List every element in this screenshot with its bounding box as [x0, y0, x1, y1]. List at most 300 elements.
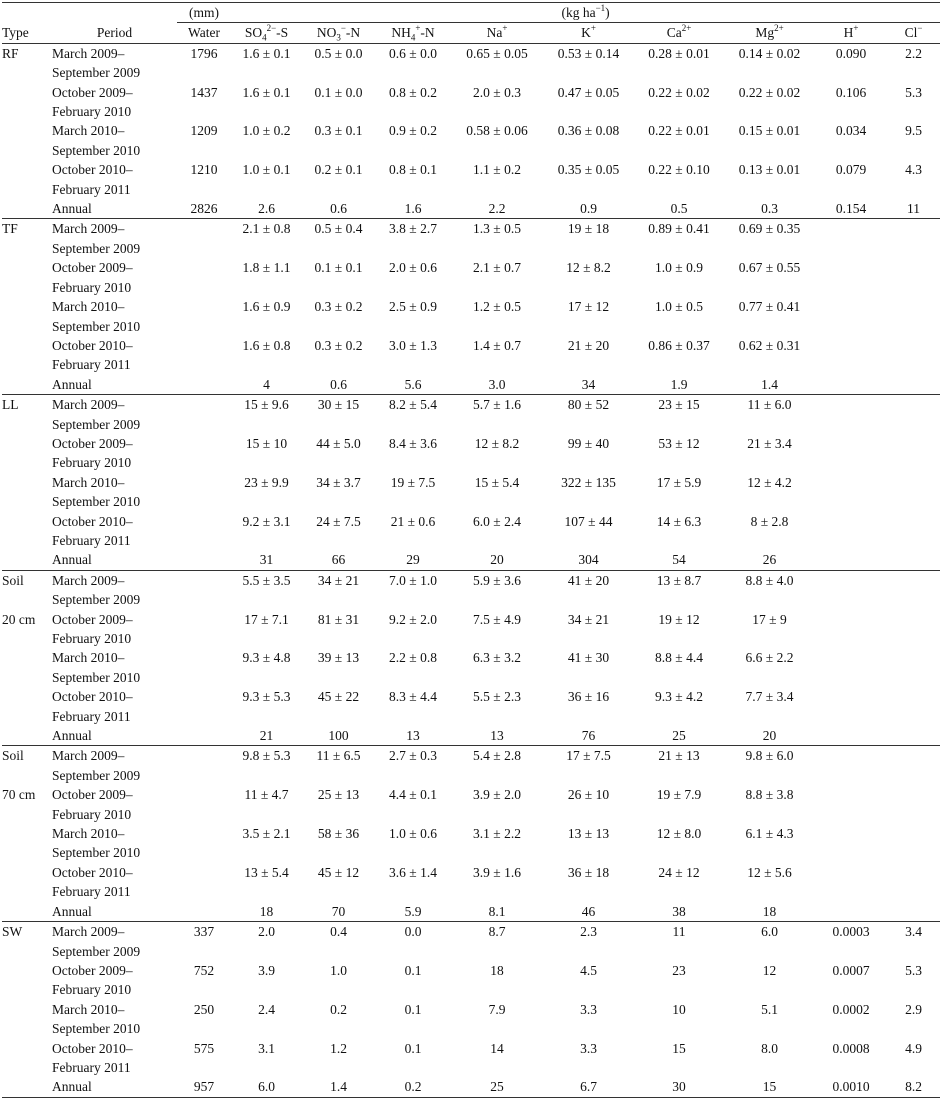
cell-h: [815, 395, 887, 434]
cell-mg: 8.8 ± 3.8: [745, 787, 794, 803]
cell-mg: 7.7 ± 3.4: [745, 689, 794, 705]
cell-k: 12 ± 8.2: [566, 260, 611, 276]
cell-ca: 0.28 ± 0.01: [634, 43, 724, 82]
cell-nh4: 2.0 ± 0.6: [389, 260, 437, 276]
cell-no3: 39 ± 13: [317, 650, 360, 666]
period-cell: [52, 43, 177, 82]
column-header-no3: $NO_3^--N$: [302, 23, 375, 43]
period-cell: [52, 610, 177, 649]
cell-na: 1.4 ± 0.7: [473, 337, 521, 353]
period-line: February 2010: [52, 279, 132, 295]
table-row: [2, 199, 940, 219]
cell-no3: 58 ± 36: [317, 826, 360, 842]
cell-ca: 8.8 ± 4.4: [655, 650, 703, 666]
cell-no3: 100: [328, 728, 349, 744]
cell-nh4: 29: [406, 552, 420, 568]
table-row: [2, 1000, 940, 1039]
cell-h: 0.0010: [832, 1079, 870, 1095]
cell-cl: [887, 550, 940, 570]
period-line: February 2011: [52, 1059, 131, 1075]
type-cell: [2, 512, 52, 551]
cell-water: 337: [177, 922, 231, 961]
period-line: February 2010: [52, 104, 132, 120]
cell-cl: [887, 395, 940, 434]
cell-no3: 34 ± 21: [302, 570, 375, 609]
period-cell: [52, 258, 177, 297]
cell-no3: 0.2 ± 0.1: [314, 162, 363, 178]
cell-mg: 0.14 ± 0.02: [724, 43, 815, 82]
cell-na: 7.9: [488, 1001, 506, 1017]
column-header-h: H+: [815, 23, 887, 43]
cell-cl: 8.2: [905, 1079, 922, 1095]
cell-so4: 2.1 ± 0.8: [231, 219, 302, 258]
cell-h: [815, 746, 887, 785]
cell-cl: 5.3: [905, 84, 922, 100]
units-row: [2, 3, 940, 23]
cell-cl: [887, 512, 940, 551]
cell-k: 2.3: [543, 922, 634, 961]
table-row: [2, 687, 940, 726]
period-cell: [52, 473, 177, 512]
period-line: October 2010–: [52, 162, 133, 178]
cell-h: [815, 785, 887, 824]
cell-so4: 1.8 ± 1.1: [242, 260, 291, 276]
cell-na: 14: [490, 1040, 504, 1056]
cell-no3: 0.4: [302, 922, 375, 961]
period-cell: [52, 219, 177, 258]
cell-nh4: 0.2: [404, 1079, 422, 1095]
cell-k: 0.53 ± 0.14: [543, 43, 634, 82]
period-cell: [52, 824, 177, 863]
cell-nh4: 2.2 ± 0.8: [389, 650, 437, 666]
type-cell: [2, 1077, 52, 1097]
cell-na: 3.0: [488, 376, 506, 392]
period-line: February 2010: [52, 631, 132, 646]
cell-no3: 0.6: [330, 376, 347, 392]
cell-ca: 1.0 ± 0.5: [655, 299, 703, 315]
cell-h: [815, 610, 887, 649]
cell-no3: 24 ± 7.5: [316, 513, 361, 529]
type-cell: [2, 961, 52, 1000]
cell-mg: 11 ± 6.0: [724, 395, 815, 434]
cell-ca: 19 ± 7.9: [656, 787, 702, 803]
type-cell: [2, 199, 52, 219]
type-cell: 70 cm: [2, 787, 36, 803]
period-line: October 2010–: [52, 1040, 133, 1056]
cell-water: [177, 473, 231, 512]
cell-water: 250: [193, 1001, 215, 1017]
type-cell: [2, 336, 52, 375]
cell-na: 3.9 ± 2.0: [473, 787, 521, 803]
cell-so4: 1.6 ± 0.1: [231, 43, 302, 82]
cell-nh4: 3.8 ± 2.7: [375, 219, 451, 258]
cell-k: 26 ± 10: [567, 787, 610, 803]
cell-nh4: 0.9 ± 0.2: [389, 123, 437, 139]
cell-water: [177, 219, 231, 258]
cell-k: 17 ± 7.5: [543, 746, 634, 785]
cell-mg: 1.4: [761, 376, 778, 392]
cell-water: 1210: [190, 162, 218, 178]
cell-nh4: 0.0: [375, 922, 451, 961]
cell-cl: [887, 746, 940, 785]
cell-water: 1437: [190, 84, 218, 100]
table-row: [2, 961, 940, 1000]
cell-na: 5.9 ± 3.6: [451, 570, 543, 609]
type-cell: [2, 902, 52, 922]
cell-water: 575: [193, 1040, 215, 1056]
table-row: [2, 824, 940, 863]
cell-na: 1.1 ± 0.2: [473, 162, 521, 178]
cell-mg: 12 ± 4.2: [747, 474, 792, 490]
cell-nh4: 1.0 ± 0.6: [389, 826, 437, 842]
period-line: September 2010: [52, 318, 141, 334]
cell-mg: 18: [762, 903, 777, 919]
cell-k: 0.47 ± 0.05: [557, 84, 620, 100]
cell-so4: 3.9: [258, 962, 275, 978]
cell-na: 25: [490, 1079, 504, 1095]
column-header-so4: $SO_4^{2-}-S$: [231, 23, 302, 43]
period-line: March 2010–: [52, 474, 125, 490]
cell-nh4: 2.7 ± 0.3: [375, 746, 451, 785]
cell-water: [177, 258, 231, 297]
cell-nh4: 9.2 ± 2.0: [389, 611, 437, 627]
cell-water: [177, 512, 231, 551]
cell-h: [815, 648, 887, 687]
cell-na: 5.7 ± 1.6: [451, 395, 543, 434]
table-body: [2, 43, 940, 1097]
cell-cl: [887, 375, 940, 395]
cell-h: 0.090: [815, 43, 887, 82]
cell-na: 2.1 ± 0.7: [473, 260, 521, 276]
cell-ca: 10: [672, 1001, 686, 1017]
period-line: February 2011: [52, 884, 131, 900]
cell-so4: 13 ± 5.4: [244, 864, 289, 880]
cell-so4: 31: [259, 552, 274, 568]
period-line: February 2011: [52, 708, 131, 724]
table-row: [2, 1077, 940, 1097]
cell-mg: 0.67 ± 0.55: [738, 260, 801, 276]
cell-so4: 23 ± 9.9: [244, 474, 289, 490]
cell-mg: 6.1 ± 4.3: [745, 826, 794, 842]
cell-mg: 5.1: [761, 1001, 778, 1017]
cell-h: [815, 219, 887, 258]
cell-water: [177, 610, 231, 649]
cell-water: [177, 648, 231, 687]
table-row: [2, 43, 940, 82]
period-line: September 2009: [52, 592, 141, 608]
cell-h: 0.154: [835, 201, 867, 217]
table-row: [2, 434, 940, 473]
cell-k: 0.36 ± 0.08: [557, 123, 620, 139]
type-cell: [2, 473, 52, 512]
cell-nh4: 0.1: [404, 1040, 422, 1056]
cell-ca: 0.86 ± 0.37: [648, 337, 710, 353]
cell-cl: [887, 902, 940, 922]
cell-h: 0.0008: [832, 1040, 870, 1056]
cell-h: 0.034: [835, 123, 867, 139]
cell-no3: 25 ± 13: [317, 787, 360, 803]
cell-na: 2.0 ± 0.3: [473, 84, 521, 100]
cell-na: 0.58 ± 0.06: [466, 123, 528, 139]
cell-water: [177, 863, 231, 902]
cell-mg: 20: [762, 728, 777, 744]
column-header-type: Type: [2, 23, 52, 43]
cell-cl: 5.3: [905, 962, 922, 978]
cell-nh4: 0.1: [404, 1001, 422, 1017]
cell-k: 17 ± 12: [567, 299, 610, 315]
cell-mg: 17 ± 9: [752, 611, 787, 627]
cell-nh4: 7.0 ± 1.0: [375, 570, 451, 609]
cell-cl: [887, 610, 940, 649]
cell-mg: 8 ± 2.8: [750, 513, 789, 529]
cell-no3: 0.1 ± 0.0: [314, 84, 363, 100]
cell-water: 752: [193, 962, 215, 978]
cell-mg: 8.0: [761, 1040, 778, 1056]
cell-mg: 0.22 ± 0.02: [738, 84, 801, 100]
cell-k: 21 ± 20: [567, 337, 610, 353]
cell-k: 322 ± 135: [561, 474, 616, 490]
cell-no3: 44 ± 5.0: [316, 435, 361, 451]
table-row: [2, 863, 940, 902]
cell-so4: 2.4: [258, 1001, 275, 1017]
cell-h: [815, 726, 887, 746]
cell-cl: [887, 434, 940, 473]
period-cell: [52, 297, 177, 336]
table-row: [2, 726, 940, 746]
table-row: [2, 395, 940, 434]
cell-nh4: 3.6 ± 1.4: [389, 864, 437, 880]
cell-h: [815, 570, 887, 609]
period-line: March 2010–: [52, 123, 125, 139]
cell-cl: 4.3: [905, 162, 922, 178]
cell-h: [815, 336, 887, 375]
cell-nh4: 0.1: [404, 962, 422, 978]
cell-k: 36 ± 18: [567, 864, 610, 880]
period-cell: [52, 785, 177, 824]
cell-mg: 26: [762, 552, 777, 568]
period-cell: [52, 648, 177, 687]
cell-cl: [887, 648, 940, 687]
cell-cl: [887, 863, 940, 902]
cell-k: 34 ± 21: [567, 611, 610, 627]
cell-ca: 25: [672, 728, 686, 744]
cell-cl: 11: [907, 201, 921, 217]
table-row: [2, 473, 940, 512]
cell-ca: 11: [634, 922, 724, 961]
column-header-water: Water: [177, 23, 231, 43]
cell-so4: 21: [259, 728, 274, 744]
cell-no3: 45 ± 22: [317, 689, 360, 705]
table-row: [2, 336, 940, 375]
cell-ca: 15: [672, 1040, 686, 1056]
cell-k: 80 ± 52: [543, 395, 634, 434]
cell-mg: 21 ± 3.4: [747, 435, 792, 451]
cell-na: 5.5 ± 2.3: [473, 689, 521, 705]
cell-so4: 9.3 ± 5.3: [242, 689, 291, 705]
cell-no3: 1.2: [330, 1040, 347, 1056]
cell-na: 8.7: [451, 922, 543, 961]
cell-water: 1209: [190, 123, 218, 139]
cell-water: [177, 570, 231, 609]
cell-cl: [887, 336, 940, 375]
period-line: Annual: [52, 728, 92, 744]
type-cell: TF: [2, 219, 52, 258]
cell-na: 3.9 ± 1.6: [473, 864, 521, 880]
period-line: March 2010–: [52, 826, 125, 842]
period-line: October 2009–: [52, 787, 133, 803]
cell-k: 304: [578, 552, 599, 568]
cell-cl: 2.9: [905, 1001, 922, 1017]
cell-k: 99 ± 40: [567, 435, 610, 451]
cell-k: 13 ± 13: [567, 826, 610, 842]
period-line: March 2010–: [52, 299, 125, 315]
cell-ca: 19 ± 12: [658, 611, 700, 627]
cell-water: 957: [193, 1079, 215, 1095]
period-line: October 2010–: [52, 689, 133, 705]
cell-cl: [887, 258, 940, 297]
period-line: Annual: [52, 201, 92, 217]
cell-no3: 0.3 ± 0.2: [314, 337, 363, 353]
cell-h: 0.079: [835, 162, 867, 178]
period-line: October 2009–: [52, 260, 133, 276]
table-row: [2, 297, 940, 336]
cell-so4: 1.6 ± 0.9: [242, 299, 291, 315]
cell-water: 1796: [177, 43, 231, 82]
cell-no3: 0.2: [330, 1001, 347, 1017]
period-line: September 2010: [52, 845, 141, 861]
cell-ca: 1.0 ± 0.9: [655, 260, 703, 276]
period-line: October 2009–: [52, 611, 133, 627]
table-row: [2, 512, 940, 551]
period-line: March 2009–: [52, 748, 125, 764]
period-line: March 2009–: [52, 45, 125, 61]
cell-water: [177, 824, 231, 863]
table-row: [2, 648, 940, 687]
period-line: October 2010–: [52, 513, 133, 529]
ion-unit-text: (kg $ha^{-1}$): [561, 3, 610, 20]
period-line: March 2009–: [52, 924, 125, 940]
table-row: [2, 922, 940, 961]
cell-cl: [887, 785, 940, 824]
cell-ca: 0.89 ± 0.41: [634, 219, 724, 258]
cell-so4: 15 ± 9.6: [231, 395, 302, 434]
cell-no3: 0.6: [330, 201, 347, 217]
period-cell: [52, 922, 177, 961]
cell-nh4: 8.2 ± 5.4: [375, 395, 451, 434]
type-cell: [2, 160, 52, 199]
cell-ca: 24 ± 12: [658, 864, 700, 880]
period-cell: [52, 512, 177, 551]
cell-na: 1.3 ± 0.5: [451, 219, 543, 258]
cell-so4: 3.1: [258, 1040, 275, 1056]
cell-nh4: 8.4 ± 3.6: [389, 435, 437, 451]
period-line: September 2010: [52, 142, 141, 158]
table-row: [2, 219, 940, 258]
cell-nh4: 19 ± 7.5: [390, 474, 436, 490]
cell-so4: 18: [259, 903, 274, 919]
cell-mg: 8.8 ± 4.0: [724, 570, 815, 609]
column-header-k: K+: [543, 23, 634, 43]
cell-cl: [887, 687, 940, 726]
period-line: September 2009: [52, 240, 141, 256]
period-line: March 2009–: [52, 397, 125, 413]
cell-ca: 23 ± 15: [634, 395, 724, 434]
cell-nh4: 1.6: [404, 201, 422, 217]
cell-k: 0.35 ± 0.05: [557, 162, 620, 178]
cell-mg: 9.8 ± 6.0: [724, 746, 815, 785]
period-cell: [52, 1000, 177, 1039]
cell-no3: 45 ± 12: [317, 864, 360, 880]
cell-k: 41 ± 30: [567, 650, 610, 666]
type-cell: [2, 121, 52, 160]
type-cell: [2, 726, 52, 746]
type-cell: [2, 687, 52, 726]
cell-ca: 14 ± 6.3: [656, 513, 702, 529]
column-header-period: Period: [52, 23, 177, 43]
cell-water: [177, 902, 231, 922]
cell-k: 46: [581, 903, 596, 919]
column-header-row: [2, 23, 940, 43]
period-cell: [52, 1039, 177, 1078]
cell-na: 3.1 ± 2.2: [473, 826, 521, 842]
cell-na: 2.2: [488, 201, 506, 217]
period-line: October 2009–: [52, 84, 133, 100]
cell-cl: [887, 824, 940, 863]
cell-so4: 6.0: [258, 1079, 275, 1095]
period-cell: [52, 199, 177, 219]
cell-so4: 17 ± 7.1: [244, 611, 289, 627]
period-line: Annual: [52, 552, 92, 568]
type-cell: [2, 83, 52, 122]
period-line: Annual: [52, 1079, 92, 1095]
cell-water: [177, 375, 231, 395]
cell-water: [177, 746, 231, 785]
type-cell: SW: [2, 922, 52, 961]
cell-mg: 15: [762, 1079, 777, 1095]
column-header-cl: Cl−: [887, 23, 940, 43]
cell-mg: 0.77 ± 0.41: [738, 299, 801, 315]
column-header-mg: $Mg^{2+}$: [724, 23, 815, 43]
period-line: September 2009: [52, 65, 141, 81]
cell-ca: 30: [672, 1079, 686, 1095]
period-cell: [52, 687, 177, 726]
cell-na: 12 ± 8.2: [474, 435, 520, 451]
cell-nh4: 5.6: [404, 376, 422, 392]
cell-ca: 54: [672, 552, 686, 568]
cell-no3: 30 ± 15: [302, 395, 375, 434]
cell-ca: 1.9: [670, 376, 688, 392]
cell-h: [815, 473, 887, 512]
type-cell: Soil: [2, 746, 52, 785]
cell-no3: 0.5 ± 0.4: [302, 219, 375, 258]
cell-nh4: 0.6 ± 0.0: [375, 43, 451, 82]
cell-mg: 0.62 ± 0.31: [738, 337, 801, 353]
cell-h: [815, 258, 887, 297]
cell-na: 13: [490, 728, 504, 744]
type-cell: [2, 824, 52, 863]
period-line: March 2010–: [52, 650, 125, 666]
period-cell: [52, 336, 177, 375]
cell-ca: 17 ± 5.9: [656, 474, 702, 490]
cell-k: 4.5: [580, 962, 597, 978]
cell-so4: 9.2 ± 3.1: [242, 513, 291, 529]
cell-nh4: 8.3 ± 4.4: [389, 689, 437, 705]
cell-na: 8.1: [488, 903, 506, 919]
cell-no3: 11 ± 6.5: [302, 746, 375, 785]
cell-na: 6.0 ± 2.4: [473, 513, 521, 529]
cell-ca: 0.22 ± 0.01: [648, 123, 710, 139]
cell-water: 2826: [190, 201, 218, 217]
